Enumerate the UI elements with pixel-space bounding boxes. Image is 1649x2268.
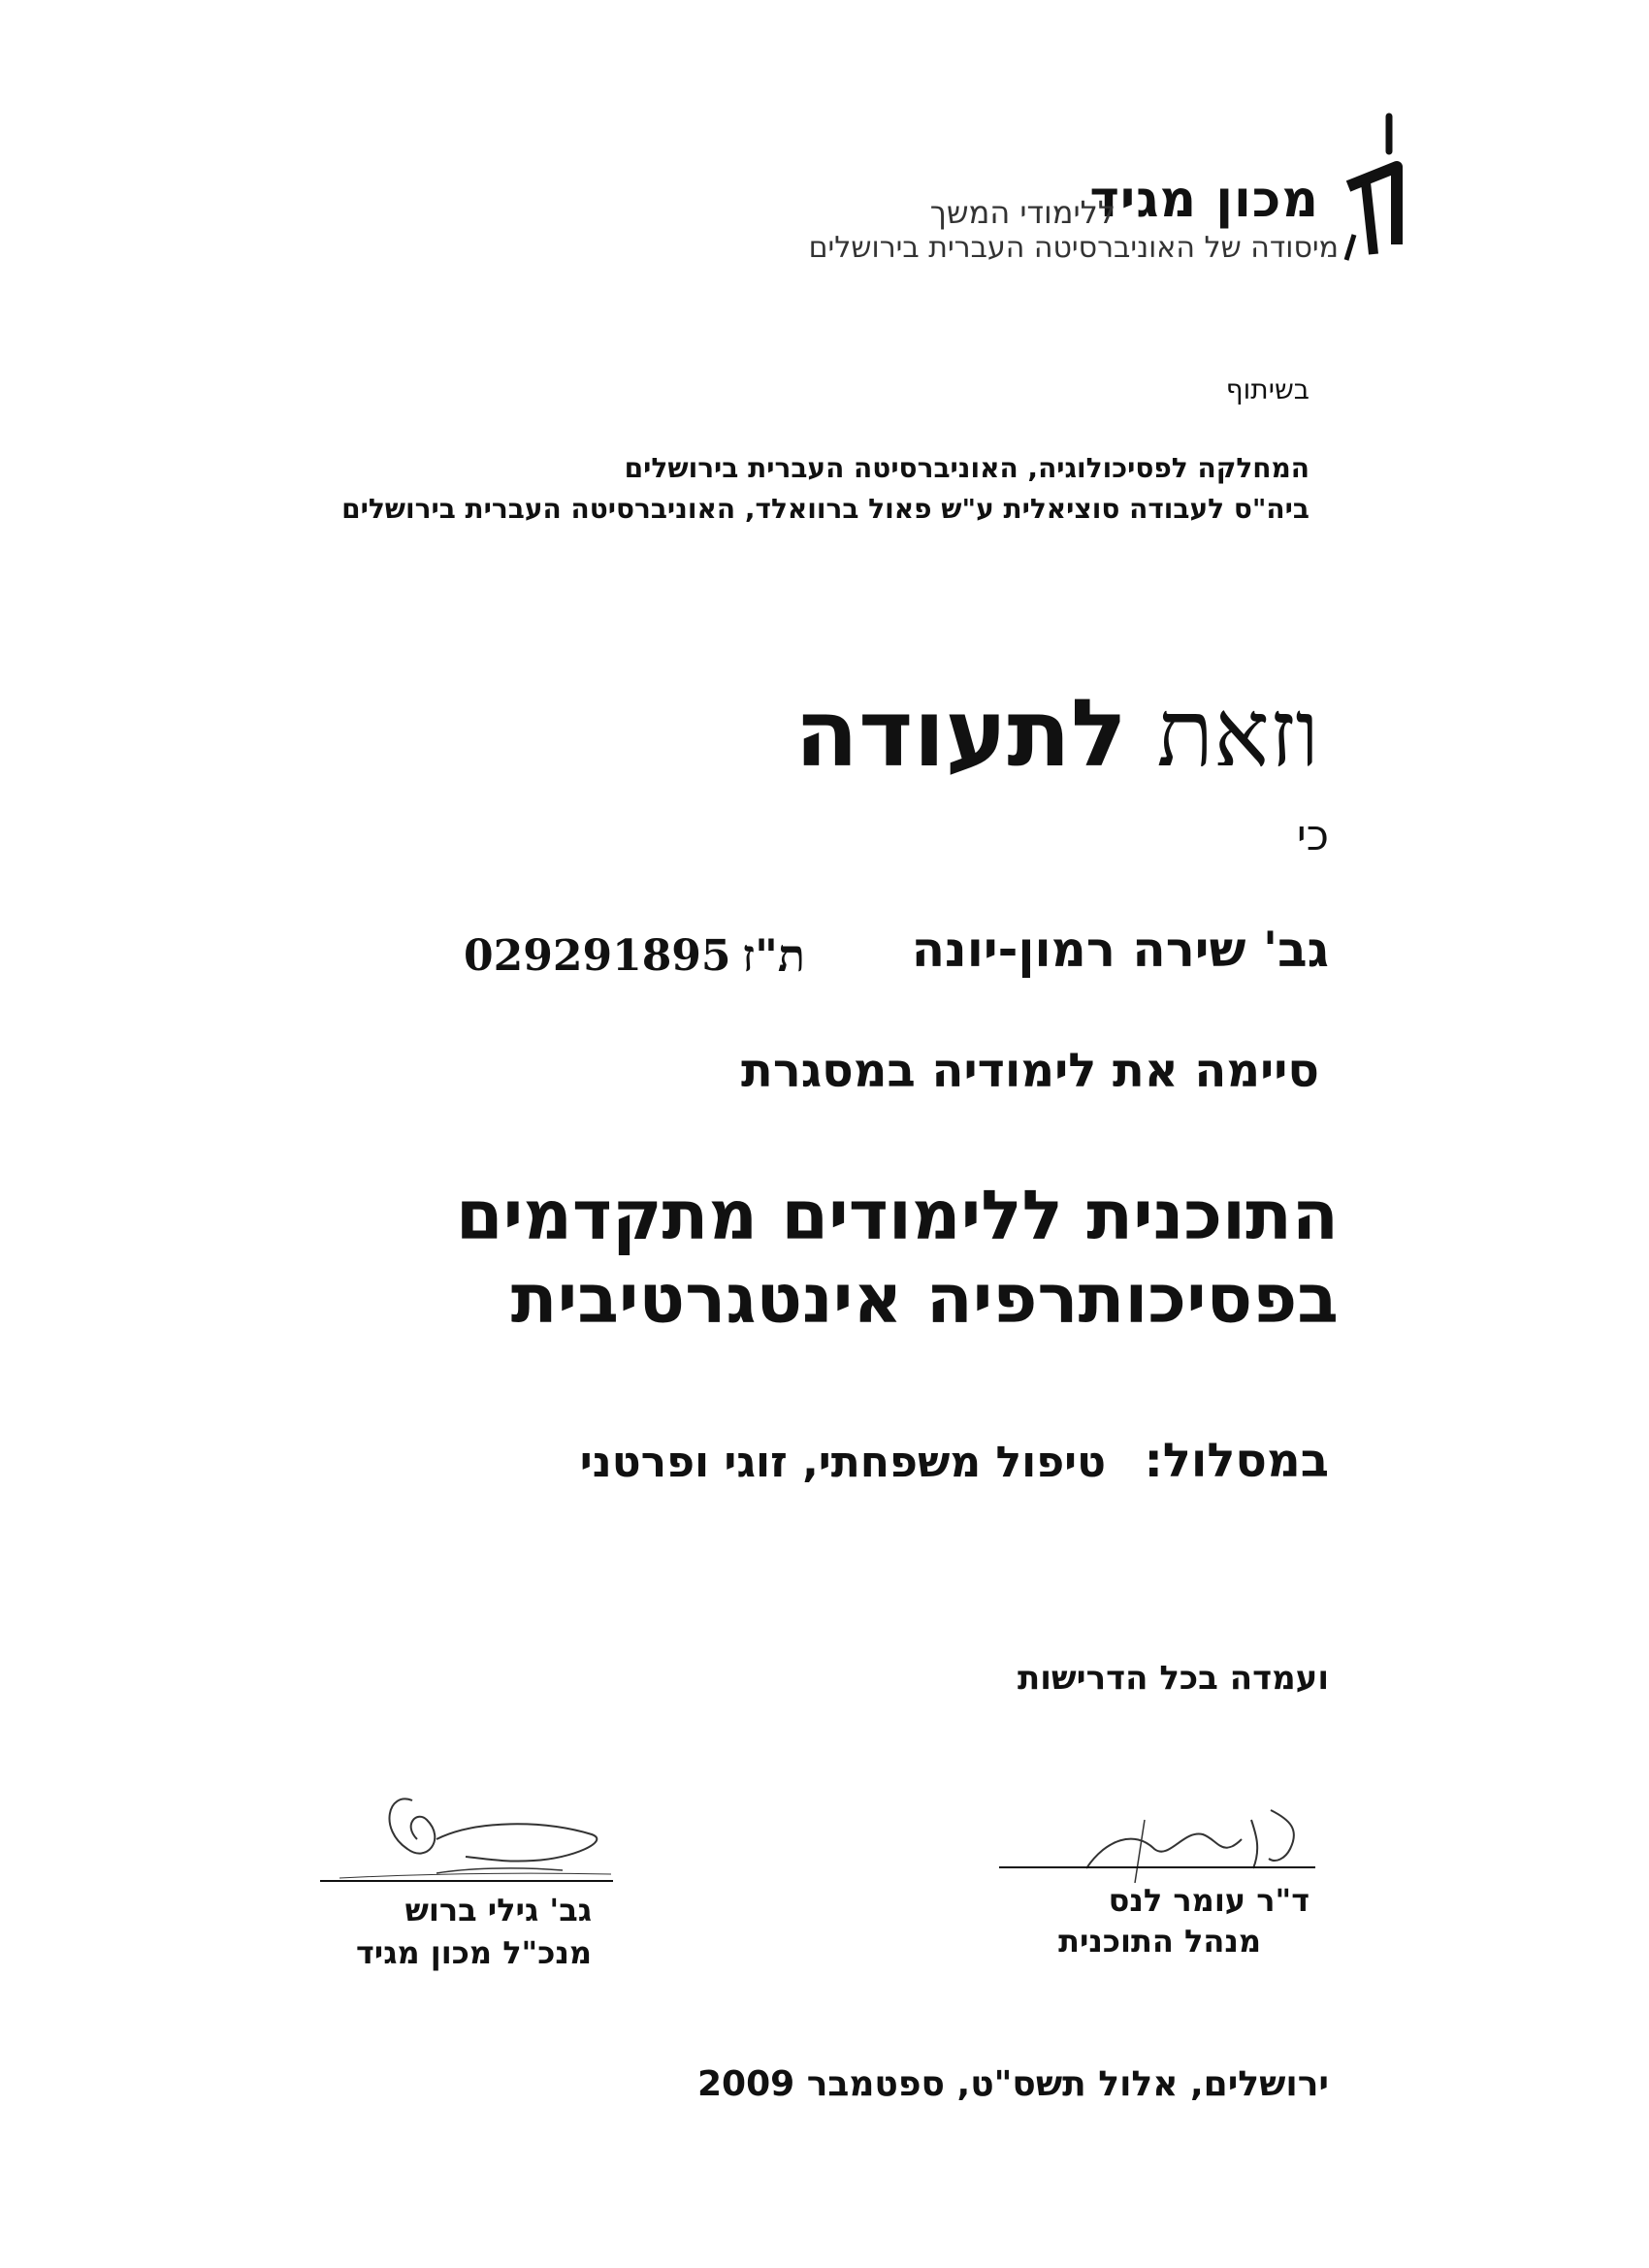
recipient-name: גב' שירה רמון-יונה	[911, 922, 1329, 978]
left-signature-line	[320, 1880, 613, 1882]
left-signatory-title: מנכ"ל מכון מגיד	[355, 1934, 592, 1971]
partner-psychology-dept: המחלקה לפסיכולוגיה, האוניברסיטה העברית בירושלים	[624, 452, 1310, 484]
partner-social-work-school: ביה"ס לעבודה סוציאלית ע"ש פאול ברוואלד, האוניברסיטה העברית בירושלים	[341, 493, 1310, 525]
right-signature-line	[999, 1866, 1315, 1868]
institution-name: מכון מגיד	[1089, 171, 1319, 229]
right-signatory-name: ד"ר עומר לנס	[1108, 1882, 1310, 1919]
left-signature-icon	[320, 1781, 621, 1888]
certificate-title-light: וזאת	[1156, 679, 1319, 788]
program-name-line-1: התוכנית ללימודים מתקדמים	[455, 1176, 1339, 1255]
certificate-title	[582, 679, 1319, 788]
issue-date: ירושלים, אלול תשס"ט, ספטמבר 2009	[696, 2064, 1329, 2104]
certificate-title-emphasis: לתעודה	[794, 679, 1127, 788]
program-name-line-2: בפסיכותרפיה אינטגרטיבית	[510, 1259, 1339, 1339]
completion-text: סיימה את לימודיה במסגרת	[741, 1044, 1319, 1098]
that-word: כי	[1296, 811, 1329, 860]
requirements-statement: ועמדה בכל הדרישות	[1017, 1659, 1329, 1698]
track-value: טיפול משפחתי, זוגי ופרטני	[579, 1438, 1106, 1487]
id-number: 029291895	[464, 931, 731, 981]
left-signatory-name: גב' גילי ברוש	[404, 1892, 592, 1928]
right-signatory-title: מנהל התוכנית	[1058, 1923, 1261, 1960]
institution-subtitle: מיסודה של האוניברסיטה העברית בירושלים	[808, 231, 1339, 265]
id-label: ת"ז	[742, 929, 805, 982]
institution-tagline: ללימודי המשך	[929, 194, 1116, 231]
institute-logo-icon	[1341, 109, 1418, 264]
track-label: במסלול:	[1144, 1434, 1329, 1488]
right-signature-icon	[999, 1800, 1319, 1888]
partnership-label: בשיתוף	[1225, 373, 1310, 405]
